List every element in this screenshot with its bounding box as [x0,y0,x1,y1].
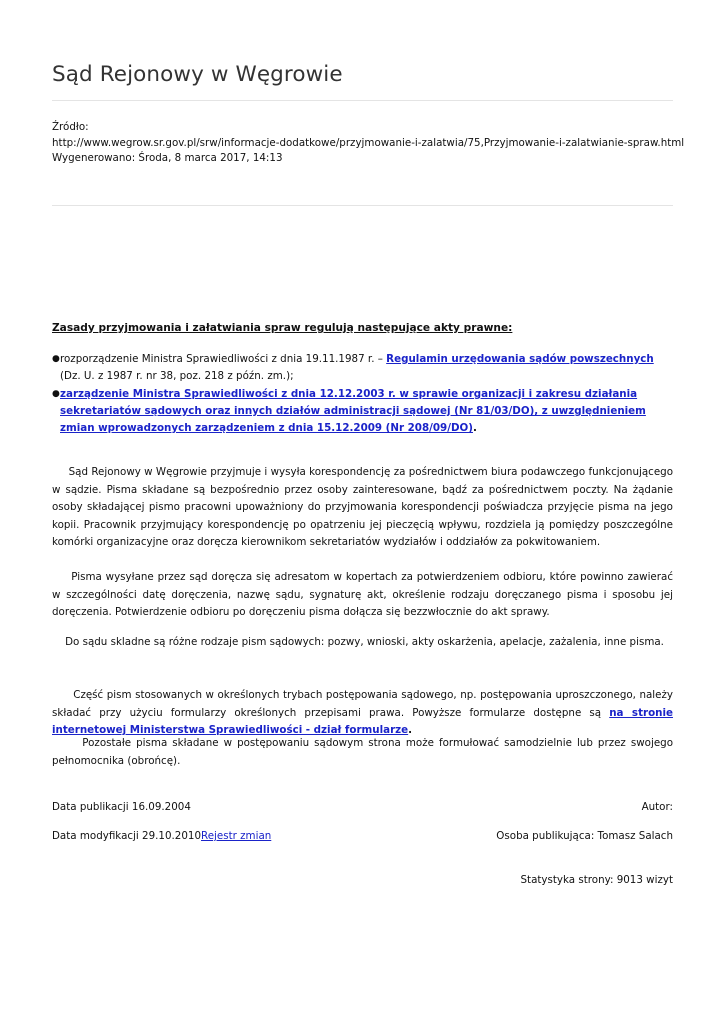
meta-divider [52,205,673,206]
act-suffix: . [472,422,477,434]
modification-date: Data modyfikacji 29.10.2010 [52,830,202,842]
source-url: http://www.wegrow.sr.gov.pl/srw/informacje-dodatkowe/przyjmowanie-i-zalatwia/75,Przyjmowanie-i-zalatwianie-spraw.html [52,136,685,149]
paragraph-text: Część pism stosowanych w określonych trybach postępowania sądowego, np. postępowania uproszczonego, należy składać przy użyciu formularzy określonych przepisami prawa. Powyższe formularze dostępne są [52,689,673,719]
act-prefix: rozporządzenie Ministra Sprawiedliwości z dnia 19.11.1987 r. – [60,353,387,365]
source-label: Źródło: [52,121,89,133]
acts-heading: Zasady przyjmowania i załatwiania spraw regulują następujące akty prawne: [52,322,513,334]
list-item [52,386,674,437]
page-stats: Statystyka strony: 9013 wizyt [520,874,673,886]
regulamin-link[interactable]: Regulamin urzędowania sądów powszechnych [386,353,654,365]
paragraph-delivery [52,569,673,622]
zarzadzenie-link[interactable]: zarządzenie Ministra Sprawiedliwości z dnia 12.12.2003 r. w sprawie organizacji i zakresu działania sekretariatów sądowych oraz innych działów administracji sądowej (Nr 81/03/DO), z uwzględnieniem zmian wprowadzonych zarządzeniem z dnia 15.12.2009 (Nr 208/09/DO) [60,388,646,434]
title-divider [52,100,673,101]
bullet-icon: ● [52,389,60,399]
modification-info [52,830,271,842]
act-suffix: (Dz. U. z 1987 r. nr 38, poz. 218 z późn. zm.); [60,370,294,382]
paragraph-document-types [52,634,673,652]
paragraph-end: . [408,724,413,737]
page-title: Sąd Rejonowy w Węgrowie [52,62,343,87]
publisher-label: Osoba publikująca: Tomasz Salach [496,830,673,842]
paragraph-forms [52,687,673,740]
paragraph-text: Pisma wysyłane przez sąd doręcza się adresatom w kopertach za potwierdzeniem odbioru, które powinno zawierać w szczególności datę doręczenia, nazwę sądu, sygnaturę akt, określenie rodzaju doręczanego pisma i sposobu jej doręczenia. Potwierdzenie odbioru po doręczeniu pisma dołącza się bezzwłocznie do akt sprawy. [52,571,673,619]
list-item [52,351,674,385]
paragraph-text: Sąd Rejonowy w Węgrowie przyjmuje i wysyła korespondencję za pośrednictwem biura podawczego funkcjonującego w sądzie. Pisma składane są bezpośrednio przez osoby zainteresowane, bądź za pośrednictwem poczty. Na żądanie osoby składającej pismo pracowni upoważniony do przyjmowania korespondencji poświadcza przyjęcie pisma na jego kopii. Pracownik przyjmujący korespondencję po opatrzeniu jej pieczęcią wpływu, rozdziela ją pomiędzy poszczególne komórki organizacyjne oraz doręcza kierownikom sekretariatów wydziałów i oddziałów za pokwitowaniem. [52,466,673,549]
change-log-link[interactable]: Rejestr zmian [201,830,272,842]
source-meta [52,120,685,167]
author-label: Autor: [641,801,673,813]
acts-list [52,351,674,438]
generated-date: Wygenerowano: Środa, 8 marca 2017, 14:13 [52,152,283,164]
publication-date: Data publikacji 16.09.2004 [52,801,191,813]
paragraph-correspondence [52,464,673,552]
paragraph-text: Pozostałe pisma składane w postępowaniu sądowym strona może formułować samodzielnie lub przez swojego pełnomocnika (obrońcę). [52,737,673,767]
ministry-forms-link[interactable]: na stronie internetowej Ministerstwa Sprawiedliwości - dział formularze [52,706,673,737]
bullet-icon: ● [52,354,60,364]
paragraph-other-documents [52,735,673,770]
paragraph-text: Do sądu skladne są różne rodzaje pism sądowych: pozwy, wnioski, akty oskarżenia, apelacje, zażalenia, inne pisma. [65,636,664,648]
